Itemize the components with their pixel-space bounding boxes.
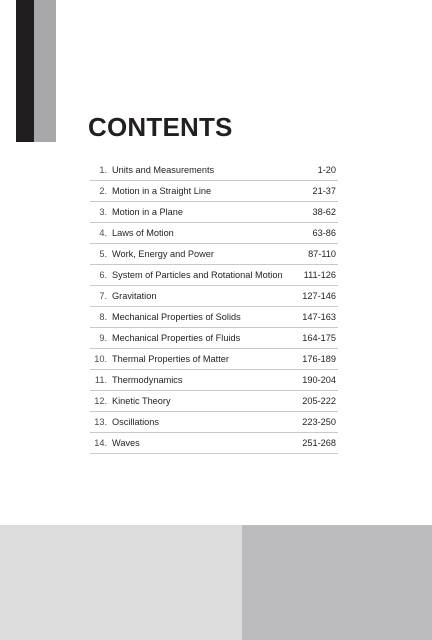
toc-pages: 251-268 bbox=[302, 438, 336, 448]
toc-entry-7[interactable] bbox=[90, 286, 338, 307]
toc-pages: 190-204 bbox=[302, 375, 336, 385]
toc-number: 5. bbox=[99, 249, 107, 259]
toc-number: 10. bbox=[94, 354, 107, 364]
toc-title: System of Particles and Rotational Motion bbox=[112, 270, 283, 280]
toc-title: Units and Measurements bbox=[112, 165, 215, 175]
toc-pages: 147-163 bbox=[302, 312, 336, 322]
toc-entry-4[interactable] bbox=[90, 223, 338, 244]
toc-pages: 223-250 bbox=[302, 417, 336, 427]
page-title: CONTENTS bbox=[88, 112, 233, 142]
toc-title: Mechanical Properties of Fluids bbox=[112, 333, 241, 343]
toc-title: Oscillations bbox=[112, 417, 159, 427]
toc-entry-2[interactable] bbox=[90, 181, 338, 202]
toc-entry-11[interactable] bbox=[90, 370, 338, 391]
toc-number: 7. bbox=[99, 291, 107, 301]
toc-entry-12[interactable] bbox=[90, 391, 338, 412]
toc-number: 2. bbox=[99, 186, 107, 196]
toc-pages: 205-222 bbox=[302, 396, 336, 406]
toc-entry-13[interactable] bbox=[90, 412, 338, 433]
toc-pages: 1-20 bbox=[317, 165, 336, 175]
toc-pages: 127-146 bbox=[302, 291, 336, 301]
toc-number: 4. bbox=[99, 228, 107, 238]
toc-pages: 176-189 bbox=[302, 354, 336, 364]
toc-title: Laws of Motion bbox=[112, 228, 174, 238]
toc-entry-5[interactable] bbox=[90, 244, 338, 265]
footer-band-dark bbox=[242, 525, 432, 640]
table-of-contents bbox=[90, 160, 338, 454]
toc-title: Motion in a Plane bbox=[112, 207, 183, 217]
toc-pages: 21-37 bbox=[312, 186, 336, 196]
footer-band-light bbox=[0, 525, 242, 640]
toc-entry-8[interactable] bbox=[90, 307, 338, 328]
decorative-bar-grey bbox=[34, 0, 56, 142]
toc-title: Waves bbox=[112, 438, 140, 448]
toc-entry-6[interactable] bbox=[90, 265, 338, 286]
toc-number: 1. bbox=[99, 165, 107, 175]
toc-entry-3[interactable] bbox=[90, 202, 338, 223]
toc-title: Motion in a Straight Line bbox=[112, 186, 212, 196]
toc-pages: 87-110 bbox=[308, 249, 336, 259]
toc-title: Thermal Properties of Matter bbox=[112, 354, 229, 364]
toc-title: Work, Energy and Power bbox=[112, 249, 214, 259]
toc-pages: 111-126 bbox=[303, 270, 336, 280]
toc-title: Gravitation bbox=[112, 291, 157, 301]
toc-entry-14[interactable] bbox=[90, 433, 338, 454]
toc-number: 14. bbox=[94, 438, 107, 448]
toc-title: Thermodynamics bbox=[112, 375, 183, 385]
toc-pages: 164-175 bbox=[302, 333, 336, 343]
toc-pages: 63-86 bbox=[312, 228, 336, 238]
toc-number: 6. bbox=[99, 270, 107, 280]
toc-pages: 38-62 bbox=[312, 207, 336, 217]
toc-title: Mechanical Properties of Solids bbox=[112, 312, 241, 322]
toc-number: 13. bbox=[94, 417, 107, 427]
toc-title: Kinetic Theory bbox=[112, 396, 171, 406]
toc-entry-1[interactable] bbox=[90, 160, 338, 181]
toc-number: 12. bbox=[94, 396, 107, 406]
toc-entry-10[interactable] bbox=[90, 349, 338, 370]
toc-number: 11. bbox=[94, 375, 107, 385]
toc-number: 3. bbox=[99, 207, 107, 217]
toc-number: 9. bbox=[99, 333, 107, 343]
toc-number: 8. bbox=[99, 312, 107, 322]
decorative-bar-dark bbox=[16, 0, 34, 142]
toc-entry-9[interactable] bbox=[90, 328, 338, 349]
